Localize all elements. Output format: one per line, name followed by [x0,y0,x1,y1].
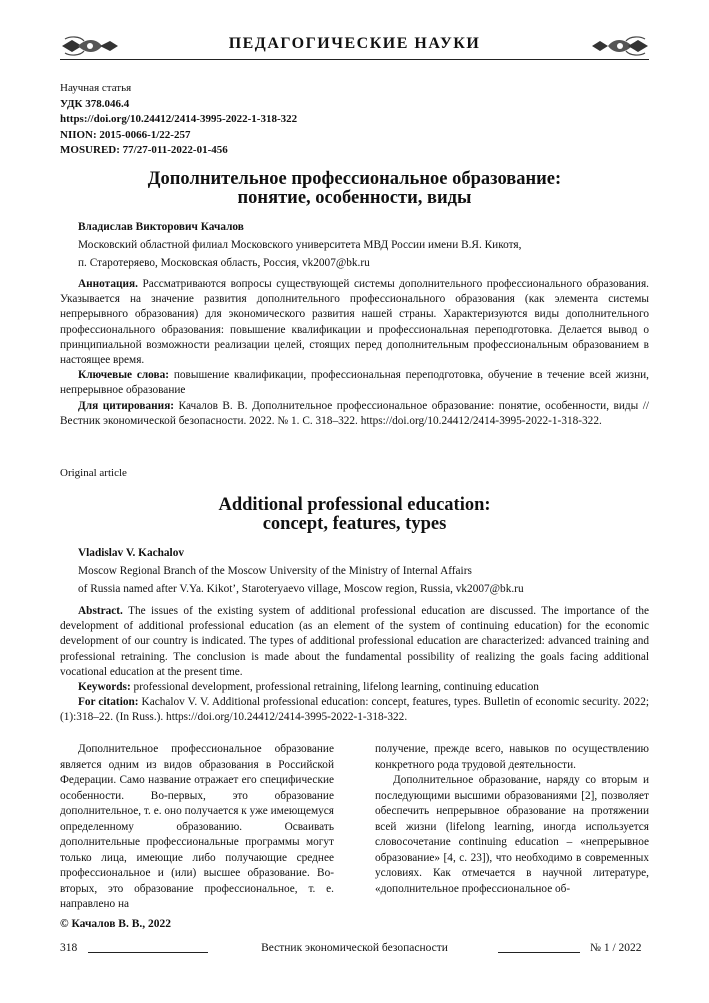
en-abstract-section [60,604,649,726]
article-meta [60,81,297,159]
section-title: ПЕДАГОГИЧЕСКИЕ НАУКИ [228,35,481,52]
journal-name: Вестник экономической безопасности [261,942,448,954]
ru-author-block [78,218,521,272]
ru-title-line1: Дополнительное профессиональное образование: [147,169,562,189]
udk: УДК 378.046.4 [60,97,130,110]
niion: NIION: 2015-0066-1/22-257 [60,128,191,141]
en-author-block [78,544,524,598]
ru-keywords [60,368,649,398]
body-right-column [375,742,649,897]
footer-rule-right [498,952,580,953]
page-number: 318 [60,942,78,954]
en-title [60,496,649,534]
ru-citation-text: Качалов В. В. Дополнительное профессиональное образование: понятие, особенности, виды // Вестник экономической безопасности. 2022. № 1. С. 318–322. https://doi.org/10.24412/2414-3995-2022-1-318-322. [60,399,649,427]
en-keywords-label: Keywords: [78,681,131,694]
ru-keywords-label: Ключевые слова: [78,369,170,382]
body-paragraph: Дополнительное образование, наряду со вторым и последующими высшими образованиями [2], позволяет обеспечить непрерывное образование на протяжении всей жизни (lifelong learning, иногда используется словосочетание continuing education – «непрерывное образование» [4, с. 23]), что необходимо в современных условиях. Как отмечается в научной литературе, «дополнительное профессиональное об- [375,774,649,895]
en-citation [60,695,649,725]
en-abstract-label: Abstract. [78,605,123,617]
ru-citation-label: Для цитирования: [78,399,175,412]
en-title-line2: concept, features, types [262,514,447,534]
ru-author-name: Владислав Викторович Качалов [78,221,244,233]
ru-keywords-text: повышение квалификации, профессиональная переподготовка, обучение в течение всей жизни, непрерывное образование [60,369,649,397]
en-citation-label: For citation: [78,696,139,709]
mosured: MOSURED: 77/27-011-2022-01-456 [60,144,228,156]
ru-title [60,170,649,208]
ru-abstract-text: Рассматриваются вопросы существующей системы дополнительного профессионального образования. Указывается на значение развития дополнительного профессионального образования (как элемента системы непрерывного образования) для экономического развития нашей страны. Характеризуются виды дополнительного профессионального образования: повышение квалификации и профессиональная переподготовка. Делается вывод о принципиальной возможности реализации целей, стоящих перед дополнительным профессиональным образованием в настоящее время. [60,278,649,367]
body-paragraph: Дополнительное профессиональное образование является одним из видов образования в Российской Федерации. Само название отражает его специфические особенности. Во-первых, это образование дополнительное, т. е. оно получается к уже имеющемуся определенному образованию. Осваивать дополнительные профессиональные программы могут только лица, имеющие либо получающие среднее профессиональное и (или) высшее образование. Во-вторых, это образование профессиональное, т. е. направлено на [60,743,334,910]
en-keywords-text: professional development, professional retraining, lifelong learning, continuing education [130,681,539,694]
en-keywords [60,680,649,695]
en-citation-text: Kachalov V. V. Additional professional education: concept, features, types. Bulletin of economic security. 2022;(1):318–22. (In Russ.). https://doi.org/10.24412/2414-3995-2022-1-318-322. [60,696,650,724]
en-article-type: Original article [60,467,127,479]
body-paragraph-continued: получение, прежде всего, навыков по осуществлению конкретного рода трудовой деятельности. [375,743,649,771]
body-left-column [60,742,334,913]
doi-link[interactable]: https://doi.org/10.24412/2414-3995-2022-1-318-322 [60,113,298,125]
ru-affiliation-line2: п. Старотеряево, Московская область, Россия, vk2007@bk.ru [78,257,370,269]
right-ornament-icon [590,36,650,56]
en-affiliation-line2: of Russia named after V.Ya. Kikot’, Staroteryaevo village, Moscow region, Russia, vk2007@bk.ru [78,583,524,595]
copyright: © Качалов В. В., 2022 [60,918,171,930]
ru-abstract-label: Аннотация. [78,278,138,290]
ru-affiliation-line1: Московский областной филиал Московского университета МВД России имени В.Я. Кикотя, [78,239,522,251]
en-abstract-text: The issues of the existing system of additional professional education are discussed. The importance of the development of additional professional education (as an element of the system of continuing education) for the economic development of our country is indicated. The types of additional professional education are characterized: advanced training and professional retraining. The conclusion is made about the fundamental possibility of realizing the goals facing additional vocational education at the present time. [60,605,649,678]
ru-abstract-section [60,277,649,429]
header-rule [60,59,649,60]
ru-citation [60,399,649,429]
article-type: Научная статья [60,82,132,94]
ru-title-line2: понятие, особенности, виды [237,188,472,208]
en-author-name: Vladislav V. Kachalov [78,547,184,559]
en-abstract [60,604,649,680]
issue-number: № 1 / 2022 [590,942,642,954]
en-affiliation-line1: Moscow Regional Branch of the Moscow University of the Ministry of Internal Affairs [78,565,472,577]
en-title-line1: Additional professional education: [218,495,491,515]
ru-abstract [60,277,649,368]
